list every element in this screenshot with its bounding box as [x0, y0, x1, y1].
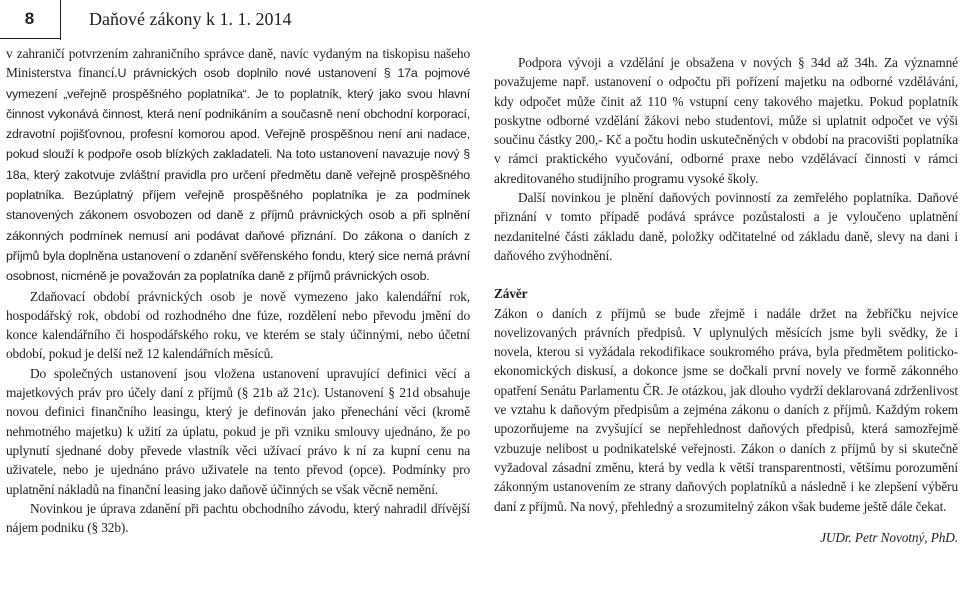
header-horizontal-rule — [0, 38, 60, 39]
right-paragraph-2: Další novinkou je plnění daňových povinností za zemřelého poplatníka. Daňové přiznání v tomto případě podává správce pozůstalosti a je vyloučeno uplatnění nezdanitelné části základu daně, položky odčitatelné od základu daně, slevy na dani i daňového zvýhodnění. — [494, 190, 958, 263]
section-heading-zaver: Závěr — [494, 286, 528, 302]
left-paragraph-4: Novinkou je úprava zdanění při pachtu obchodního závodu, který nahradil dřívější nájem podniku (§ 32b). — [6, 500, 470, 536]
right-paragraph-1: Podpora vývoji a vzdělání je obsažena v nových § 34d až 34h. Za významné považujeme např. ustanovení o odpočtu při pořízení majetku na odborné vzdělávání, kdy odpočet může činit až 110 % vstupní ceny takového majetku. Pokud poplatník poskytne odborné vzdělání žákovi nebo studentovi, může si uplatnit odpočet ve výši součinu částky 200,- Kč a počtu hodin uskutečněných v období na pracovišti poplatníka v rámci praktického vyučování, odborné praxe nebo vzdělávací činnosti v rámci akreditovaného studijního programu vysoké školy. — [494, 55, 958, 186]
left-paragraph-1-serif: v zahraničí potvrzením zahraničního správce daně, navíc vydaným na tiskopisu našeho Ministerstva financí. — [6, 46, 470, 81]
right-paragraph-3: Zákon o daních z příjmů se bude zřejmě i nadále držet na žebříčku nejvíce novelizovaných právních předpisů. V uplynulých měsících jsme byli svědky, že i novela, kterou si vyžádala rekodifikace soukromého práva, byla předmětem politicko-ekonomických diskusí, a dokonce jsme se dočkali první novely ve formě zákonného opatření Senátu Parlamentu ČR. Je otázkou, jak dlouho vydrží deklarovaná zdrženlivost ve vztahu k daňovým předpisům a zejména zákonu o daních z příjmů. Každým rokem upozorňujeme na zvyšující se nepřehlednost daňových předpisů, která samozřejmě vzbuzuje nelibost u podnikatelské veřejnosti. Zákon o daních z příjmů by si skutečně vyžadoval zásadní změnu, která by vedla k větší transparentnosti, většímu porozumění zákonným ustanovením ze strany daňových poplatníků a následně i ke zlepšení výběru daní z příjmů. Na nový, přehledný a srozumitelný zákon však budeme ještě dále čekat. — [494, 305, 958, 514]
left-paragraph-1 — [6, 44, 470, 287]
header-vertical-rule — [60, 0, 61, 40]
left-paragraph-3: Do společných ustanovení jsou vložena ustanovení upravující definici věcí a majetkových práv pro účely daní z příjmů (§ 21b až 21c). Ustanovení § 21d obsahuje novou definici finančního leasingu, který je definován jako přenechání věci (kromě nehmotného majetku) k užití za úplatu, pokud je při vzniku smlouvy ujednáno, že po uplynutí sjednané doby převede vlastník věci užívací právo k ní za kupní cenu na uživatele, nebo je ujednáno právo uživatele na tento převod (opce). Podmínky pro uplatnění nákladů na finanční leasing jako daňově účinných se však věcně nemění. — [6, 365, 470, 497]
left-paragraph-1-sans: U právnických osob doplnilo nové ustanovení § 17a pojmové vymezení „veřejně prospěšného poplatníka“. Je to poplatník, který jako svou hlavní činnost vykonává činnost, která není podnikáním a současně není obchodní korporací, zdravotní pojišťovnou, profesní komorou apod. Veřejně prospěšnou není ani nadace, pokud slouží k podpoře osob blízkých zakladateli. Na toto ustanovení navazuje nový § 18a, který zakotvuje zvláštní pravidla pro určení předmětu daně veřejně prospěšného poplatníka. Bezúplatný příjem veřejně prospěšného poplatníka je za podmínek stanovených zákonem osvobozen od daně z příjmů právnických osob a při splnění zákonných podmínek nemusí ani podávat daňové přiznání. Do zákona o daních z příjmů byla doplněna ustanovení o zdanění svěřenského fondu, který sice nemá právní osobnost, nicméně je považován za poplatníka daně z příjmů právnických osob. — [6, 66, 471, 284]
author-signature: JUDr. Petr Novotný, PhD. — [820, 529, 958, 545]
left-paragraph-2: Zdaňovací období právnických osob je nově vymezeno jako kalendářní rok, hospodářský rok, období od rozhodného dne fúze, rozdělení nebo převodu jmění do konce kalendářního či hospodářského roku, ve kterém se staly účinnými, nebo účetní období, pokud je delší než 12 kalendářních měsíců. — [6, 288, 470, 362]
left-column — [6, 44, 470, 537]
right-column — [494, 53, 958, 547]
page-number: 8 — [24, 9, 35, 28]
running-header-title: Daňové zákony k 1. 1. 2014 — [89, 9, 292, 29]
